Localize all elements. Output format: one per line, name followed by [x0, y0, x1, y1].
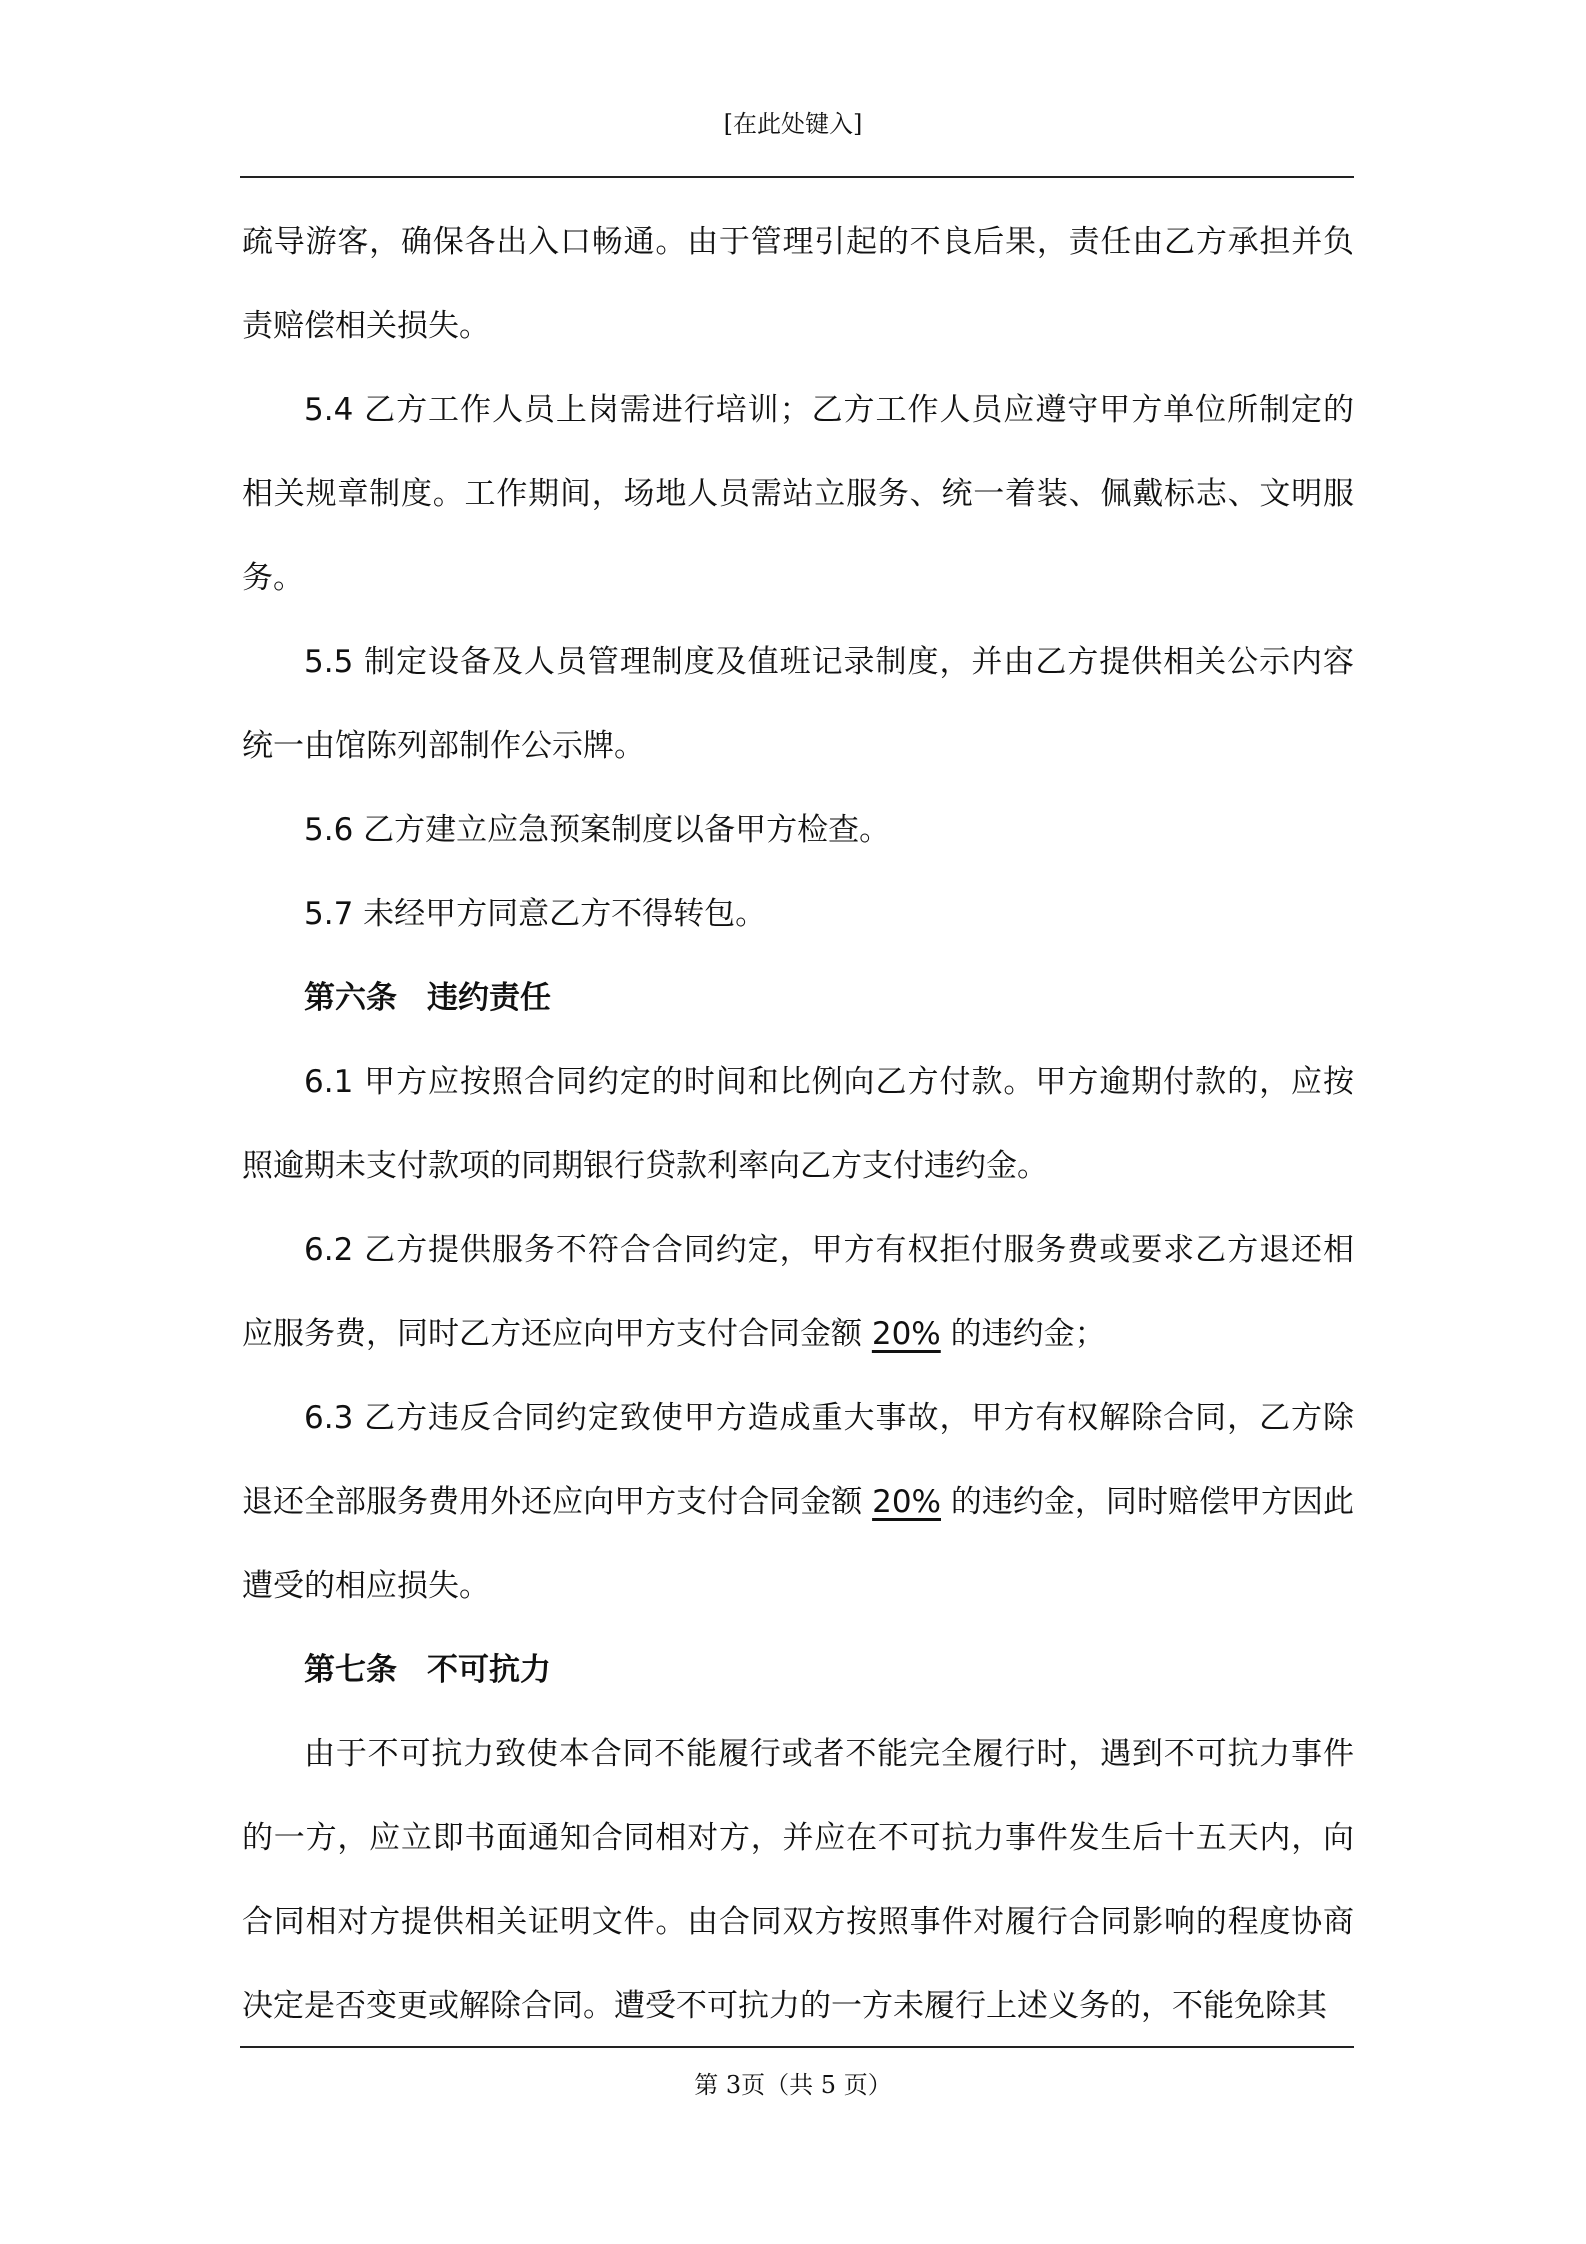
article-6-title: 违约责任: [427, 980, 551, 1016]
clause-6-1: 6.1 甲方应按照合同约定的时间和比例向乙方付款。甲方逾期付款的，应按照逾期未支付款项的同期银行贷款利率向乙方支付违约金。: [242, 1064, 1354, 1184]
paragraph-continuation: 疏导游客，确保各出入口畅通。由于管理引起的不良后果，责任由乙方承担并负责赔偿相关损失。: [242, 224, 1354, 344]
clause-6-3: [242, 1376, 1354, 1628]
article-7-title: 不可抗力: [427, 1652, 551, 1688]
clause-6-2-text-a: 6.2 乙方提供服务不符合合同约定，甲方有权拒付服务费或要求乙方退还相应服务费，同时乙方还应向甲方支付合同金额: [242, 1232, 1354, 1352]
article-6-heading: [242, 956, 1354, 1040]
clause-5-6: 5.6 乙方建立应急预案制度以备甲方检查。: [304, 812, 891, 848]
clause-5-7: 5.7 未经甲方同意乙方不得转包。: [304, 896, 767, 932]
clause-5-5: 5.5 制定设备及人员管理制度及值班记录制度，并由乙方提供相关公示内容统一由馆陈列部制作公示牌。: [242, 644, 1354, 764]
document-body: [242, 200, 1354, 2048]
article-7-paragraph: 由于不可抗力致使本合同不能履行或者不能完全履行时，遇到不可抗力事件的一方，应立即书面通知合同相对方，并应在不可抗力事件发生后十五天内，向合同相对方提供相关证明文件。由合同双方按照事件对履行合同影响的程度协商决定是否变更或解除合同。遭受不可抗力的一方未履行上述义务的，不能免除其: [242, 1736, 1354, 2024]
clause-6-3-text-a: 6.3 乙方违反合同约定致使甲方造成重大事故，甲方有权解除合同，乙方除退还全部服务费用外还应向甲方支付合同金额: [242, 1400, 1354, 1520]
article-7-number: 第七条: [304, 1652, 397, 1688]
page-footer: 第 3页（共 5 页）: [694, 2071, 892, 2099]
article-6-number: 第六条: [304, 980, 397, 1016]
clause-6-2: [242, 1208, 1354, 1376]
page-header: [在此处键入]: [723, 110, 863, 138]
clause-6-2-text-b: 的违约金；: [940, 1316, 1106, 1352]
article-7-heading: [242, 1628, 1354, 1712]
clause-6-3-percentage: 20%: [872, 1484, 941, 1520]
footer-divider: [240, 2046, 1354, 2048]
clause-6-3-text-b: 的违约金，同时赔偿甲方因此遭受的相应损失。: [242, 1484, 1354, 1604]
clause-6-2-percentage: 20%: [871, 1316, 941, 1352]
header-divider: [240, 176, 1354, 178]
clause-5-4: 5.4 乙方工作人员上岗需进行培训；乙方工作人员应遵守甲方单位所制定的相关规章制度。工作期间，场地人员需站立服务、统一着装、佩戴标志、文明服务。: [242, 392, 1354, 596]
